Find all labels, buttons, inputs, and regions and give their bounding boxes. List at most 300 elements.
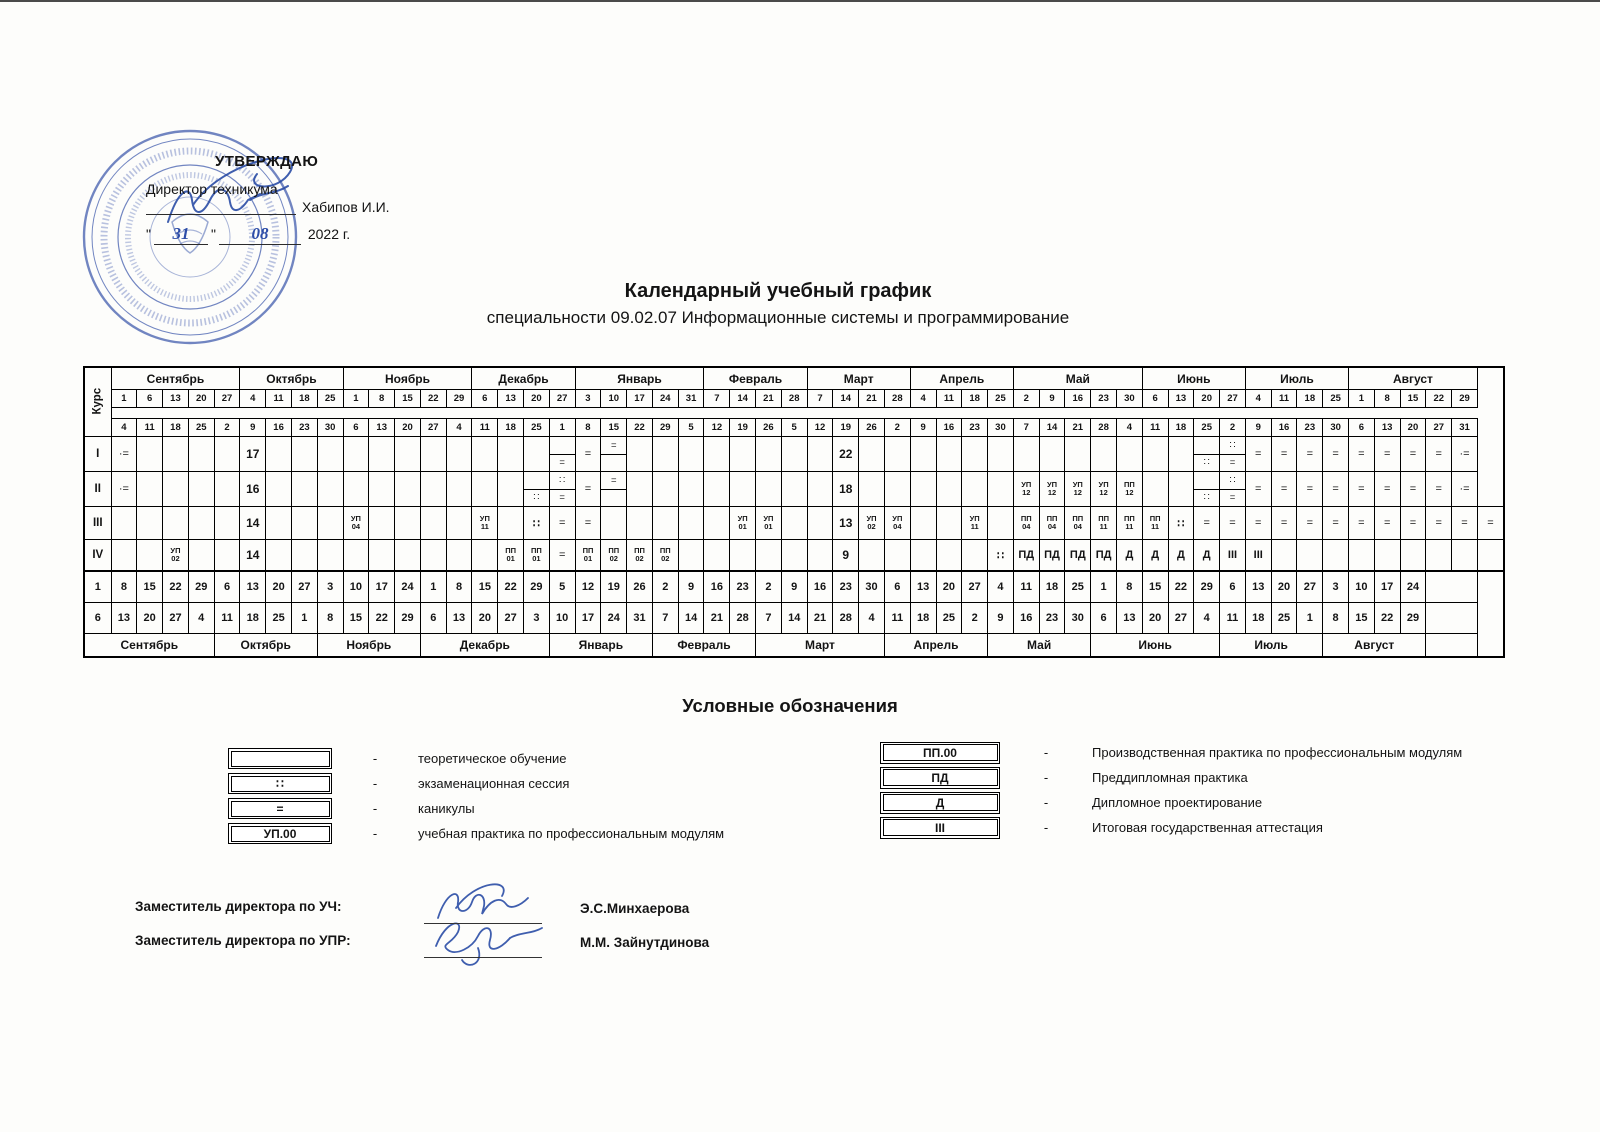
- week-start-date: 14: [833, 390, 859, 408]
- close-quote: ": [210, 226, 216, 242]
- week-end-date: 18: [1168, 419, 1194, 437]
- week-end-date: 19: [730, 419, 756, 437]
- schedule-cell: ПП 04: [1039, 507, 1065, 540]
- week-end-date: 21: [1065, 419, 1091, 437]
- legend-separator: -: [1043, 770, 1049, 785]
- legend-item: [880, 791, 1462, 814]
- week-start-date: 28: [884, 390, 910, 408]
- schedule-cell: ·=: [1452, 437, 1478, 472]
- schedule-cell: [472, 540, 498, 572]
- schedule-cell: [936, 540, 962, 572]
- week-start-date: 1: [343, 390, 369, 408]
- footer-week-date: 16: [1013, 603, 1039, 634]
- week-start-date: 17: [627, 390, 653, 408]
- footer-week-date: 2: [756, 571, 782, 603]
- legend-title: Условные обозначения: [682, 695, 898, 716]
- approval-role: Директор техникума: [146, 181, 278, 197]
- schedule-cell: ∷ =: [1220, 472, 1246, 507]
- legend-symbol-box: [880, 817, 1000, 839]
- footer-week-date: 28: [833, 603, 859, 634]
- schedule-cell: [936, 507, 962, 540]
- schedule-cell: =: [1297, 437, 1323, 472]
- footer-week-date: 30: [859, 571, 885, 603]
- footer-week-date: 15: [343, 603, 369, 634]
- schedule-cell: [498, 437, 524, 472]
- footer-week-date: 19: [601, 571, 627, 603]
- schedule-cell: [936, 472, 962, 507]
- month-header: Апрель: [910, 367, 1013, 390]
- schedule-cell: 13: [833, 507, 859, 540]
- footer-empty: [1426, 571, 1478, 603]
- month-header: Май: [1013, 367, 1142, 390]
- schedule-cell: [1452, 540, 1478, 572]
- legend-separator: -: [372, 826, 378, 841]
- schedule-cell: Д: [1194, 540, 1220, 572]
- footer-week-date: 13: [240, 571, 266, 603]
- schedule-cell: [1168, 472, 1194, 507]
- week-start-date: 18: [1297, 390, 1323, 408]
- deputy-upr-signature: [422, 908, 562, 972]
- month-header: Март: [807, 367, 910, 390]
- week-end-date: 6: [1349, 419, 1375, 437]
- schedule-cell: [652, 437, 678, 472]
- schedule-cell: [163, 437, 189, 472]
- week-end-date: 29: [652, 419, 678, 437]
- week-end-date: 9: [1245, 419, 1271, 437]
- schedule-cell: [807, 507, 833, 540]
- schedule-cell: [936, 437, 962, 472]
- footer-week-date: 22: [1168, 571, 1194, 603]
- schedule-cell: =: [1452, 507, 1478, 540]
- footer-week-date: 29: [188, 571, 214, 603]
- footer-month: Июль: [1220, 634, 1323, 658]
- schedule-cell: [781, 507, 807, 540]
- schedule-cell: [420, 507, 446, 540]
- week-end-date: 11: [1142, 419, 1168, 437]
- month-header: Июль: [1245, 367, 1348, 390]
- week-end-date: 23: [1297, 419, 1323, 437]
- schedule-cell: ·=: [111, 437, 137, 472]
- footer-week-date: 29: [1400, 603, 1426, 634]
- footer-week-date: 22: [369, 603, 395, 634]
- approval-year: 2022 г.: [307, 226, 351, 242]
- schedule-cell: [988, 437, 1014, 472]
- calendar-section: [83, 366, 1505, 658]
- schedule-cell: [1142, 437, 1168, 472]
- schedule-cell: [962, 437, 988, 472]
- schedule-cell: [652, 472, 678, 507]
- schedule-cell: [756, 437, 782, 472]
- footer-week-date: 20: [266, 571, 292, 603]
- schedule-cell: [859, 540, 885, 572]
- schedule-cell: УП 02: [859, 507, 885, 540]
- week-start-date: 3: [575, 390, 601, 408]
- month-header: Август: [1349, 367, 1478, 390]
- schedule-cell: ∷: [524, 507, 550, 540]
- schedule-cell: ∷: [1168, 507, 1194, 540]
- week-start-date: 25: [317, 390, 343, 408]
- schedule-cell: =: [1426, 507, 1452, 540]
- footer-month: Февраль: [652, 634, 755, 658]
- schedule-cell: III: [1220, 540, 1246, 572]
- week-end-date: 16: [1271, 419, 1297, 437]
- footer-week-date: 4: [988, 571, 1014, 603]
- schedule-cell: =: [1349, 472, 1375, 507]
- footer-month: Апрель: [884, 634, 987, 658]
- schedule-cell: [163, 472, 189, 507]
- schedule-cell: ПП 02: [652, 540, 678, 572]
- week-end-date: 2: [1220, 419, 1246, 437]
- handwritten-day: 31: [154, 224, 208, 245]
- schedule-cell: ПП 11: [1116, 507, 1142, 540]
- schedule-cell: =: [575, 437, 601, 472]
- schedule-cell: [1039, 437, 1065, 472]
- week-start-date: 20: [524, 390, 550, 408]
- schedule-cell: [678, 472, 704, 507]
- footer-week-date: 13: [446, 603, 472, 634]
- schedule-cell: [910, 540, 936, 572]
- schedule-cell: ПД: [1013, 540, 1039, 572]
- schedule-cell: =: [601, 437, 627, 472]
- schedule-cell: [1400, 540, 1426, 572]
- week-start-date: 4: [1245, 390, 1271, 408]
- month-header: Январь: [575, 367, 704, 390]
- footer-empty: [1426, 603, 1478, 634]
- week-end-date: 13: [1374, 419, 1400, 437]
- schedule-cell: [188, 472, 214, 507]
- footer-week-date: 29: [524, 571, 550, 603]
- footer-week-date: 27: [291, 571, 317, 603]
- legend-symbol-box: [880, 742, 1000, 764]
- footer-week-date: 21: [807, 603, 833, 634]
- schedule-cell: [446, 507, 472, 540]
- footer-week-date: 18: [1039, 571, 1065, 603]
- schedule-cell: [1426, 540, 1452, 572]
- footer-week-date: 15: [1142, 571, 1168, 603]
- footer-week-date: 29: [1194, 571, 1220, 603]
- schedule-cell: [266, 507, 292, 540]
- schedule-cell: [704, 472, 730, 507]
- week-start-date: 18: [291, 390, 317, 408]
- schedule-cell: [369, 472, 395, 507]
- schedule-cell: [317, 507, 343, 540]
- schedule-cell: [214, 437, 240, 472]
- legend-symbol: УП.00: [231, 826, 330, 842]
- legend-separator: -: [372, 776, 378, 791]
- footer-week-date: 8: [317, 603, 343, 634]
- director-signature-line: [146, 196, 296, 215]
- schedule-cell: 9: [833, 540, 859, 572]
- schedule-cell: [395, 472, 421, 507]
- footer-week-date: 23: [730, 571, 756, 603]
- week-end-date: 26: [756, 419, 782, 437]
- schedule-cell: Д: [1116, 540, 1142, 572]
- schedule-cell: [730, 472, 756, 507]
- schedule-cell: =: [1271, 472, 1297, 507]
- schedule-cell: [859, 472, 885, 507]
- week-end-date: 25: [524, 419, 550, 437]
- schedule-cell: ∷: [1194, 437, 1220, 472]
- week-end-date: 23: [962, 419, 988, 437]
- schedule-cell: [420, 437, 446, 472]
- course-label: III: [84, 507, 111, 540]
- schedule-cell: [472, 472, 498, 507]
- legend-symbol-box: [880, 792, 1000, 814]
- schedule-cell: [884, 437, 910, 472]
- schedule-cell: ПП 11: [1091, 507, 1117, 540]
- week-start-date: 6: [1142, 390, 1168, 408]
- footer-week-date: 6: [420, 603, 446, 634]
- footer-week-date: 24: [601, 603, 627, 634]
- schedule-cell: [163, 507, 189, 540]
- legend-symbol: ПП.00: [883, 744, 998, 761]
- legend-symbol-box: [228, 748, 332, 769]
- footer-month: Ноябрь: [317, 634, 420, 658]
- week-start-date: 9: [1039, 390, 1065, 408]
- legend-symbol: Д: [883, 794, 998, 811]
- schedule-cell: [214, 540, 240, 572]
- legend-left-column: [228, 747, 724, 847]
- footer-month: Январь: [549, 634, 652, 658]
- schedule-cell: [369, 540, 395, 572]
- week-end-date: 9: [240, 419, 266, 437]
- upr-signature-underline: [424, 957, 542, 958]
- deputy-uch-label: Заместитель директора по УЧ:: [135, 899, 342, 914]
- footer-week-date: 14: [678, 603, 704, 634]
- footer-week-date: 6: [1220, 571, 1246, 603]
- schedule-cell: 16: [240, 472, 266, 507]
- month-header: Октябрь: [240, 367, 343, 390]
- schedule-cell: [1323, 540, 1349, 572]
- week-start-date: 4: [240, 390, 266, 408]
- week-end-date: 19: [833, 419, 859, 437]
- footer-week-date: 27: [962, 571, 988, 603]
- footer-week-date: 13: [910, 571, 936, 603]
- footer-month: Декабрь: [420, 634, 549, 658]
- footer-week-date: 1: [84, 571, 111, 603]
- footer-month: Май: [988, 634, 1091, 658]
- legend-right-column: [880, 741, 1462, 841]
- legend-label: экзаменационная сессия: [418, 776, 570, 791]
- footer-week-date: 20: [472, 603, 498, 634]
- schedule-cell: ПП 04: [1013, 507, 1039, 540]
- document-subtitle: специальности 09.02.07 Информационные системы и программирование: [486, 308, 1070, 327]
- month-header: Декабрь: [472, 367, 575, 390]
- schedule-cell: [343, 437, 369, 472]
- week-end-date: 25: [188, 419, 214, 437]
- footer-week-date: 3: [317, 571, 343, 603]
- schedule-cell: =: [1323, 472, 1349, 507]
- week-start-date: 22: [1426, 390, 1452, 408]
- schedule-cell: =: [1323, 507, 1349, 540]
- footer-week-date: 24: [1400, 571, 1426, 603]
- schedule-cell: ПД: [1091, 540, 1117, 572]
- schedule-cell: [756, 472, 782, 507]
- schedule-cell: [420, 472, 446, 507]
- week-end-date: 5: [781, 419, 807, 437]
- footer-week-date: 22: [498, 571, 524, 603]
- week-end-date: 20: [395, 419, 421, 437]
- schedule-cell: [111, 540, 137, 572]
- schedule-cell: =: [1271, 437, 1297, 472]
- schedule-cell: [601, 507, 627, 540]
- footer-week-date: 27: [1168, 603, 1194, 634]
- footer-week-date: 10: [343, 571, 369, 603]
- schedule-cell: ∷: [1194, 472, 1220, 507]
- schedule-cell: =: [549, 437, 575, 472]
- schedule-cell: [291, 437, 317, 472]
- schedule-cell: =: [1400, 437, 1426, 472]
- week-start-date: 29: [446, 390, 472, 408]
- schedule-cell: =: [575, 472, 601, 507]
- schedule-cell: [395, 437, 421, 472]
- week-start-date: 6: [472, 390, 498, 408]
- schedule-cell: [652, 507, 678, 540]
- week-end-date: 22: [627, 419, 653, 437]
- footer-week-date: 22: [163, 571, 189, 603]
- week-end-date: 31: [1452, 419, 1478, 437]
- schedule-cell: [678, 540, 704, 572]
- footer-month: Март: [756, 634, 885, 658]
- week-start-date: 23: [1091, 390, 1117, 408]
- schedule-cell: [704, 540, 730, 572]
- week-start-date: 11: [1271, 390, 1297, 408]
- schedule-cell: 18: [833, 472, 859, 507]
- schedule-cell: [807, 540, 833, 572]
- legend-label: Производственная практика по профессиональным модулям: [1092, 745, 1463, 760]
- footer-week-date: 6: [1091, 603, 1117, 634]
- schedule-cell: =: [1374, 437, 1400, 472]
- week-start-date: 13: [163, 390, 189, 408]
- week-start-date: 10: [601, 390, 627, 408]
- schedule-cell: =: [1323, 437, 1349, 472]
- schedule-cell: =: [1245, 472, 1271, 507]
- footer-week-date: 29: [395, 603, 421, 634]
- schedule-cell: [137, 507, 163, 540]
- footer-week-date: 1: [291, 603, 317, 634]
- week-start-date: 30: [1116, 390, 1142, 408]
- footer-week-date: 7: [652, 603, 678, 634]
- footer-week-date: 11: [1013, 571, 1039, 603]
- week-end-date: 13: [369, 419, 395, 437]
- week-start-date: 13: [498, 390, 524, 408]
- schedule-cell: [111, 507, 137, 540]
- week-start-date: 25: [1323, 390, 1349, 408]
- week-end-date: 16: [266, 419, 292, 437]
- week-start-date: 20: [188, 390, 214, 408]
- footer-week-date: 27: [498, 603, 524, 634]
- month-header: Июнь: [1142, 367, 1245, 390]
- footer-week-date: 11: [1220, 603, 1246, 634]
- legend-separator: -: [1043, 820, 1049, 835]
- week-end-date: 11: [137, 419, 163, 437]
- legend-item: [228, 822, 724, 845]
- schedule-cell: УП 04: [884, 507, 910, 540]
- footer-week-date: 8: [111, 571, 137, 603]
- week-end-date: 28: [1091, 419, 1117, 437]
- footer-week-date: 4: [1194, 603, 1220, 634]
- schedule-cell: [962, 540, 988, 572]
- schedule-cell: [1297, 540, 1323, 572]
- schedule-cell: [807, 472, 833, 507]
- week-end-date: 11: [472, 419, 498, 437]
- schedule-cell: =: [549, 507, 575, 540]
- schedule-cell: [756, 540, 782, 572]
- legend-label: Преддипломная практика: [1092, 770, 1248, 785]
- footer-week-date: 14: [781, 603, 807, 634]
- footer-week-date: 15: [1349, 603, 1375, 634]
- legend-item: [228, 747, 724, 770]
- week-end-date: 6: [343, 419, 369, 437]
- week-start-date: 18: [962, 390, 988, 408]
- schedule-cell: [137, 437, 163, 472]
- footer-week-date: 6: [214, 571, 240, 603]
- footer-week-date: 15: [472, 571, 498, 603]
- schedule-cell: [807, 437, 833, 472]
- footer-week-date: 20: [1142, 603, 1168, 634]
- week-end-date: 26: [859, 419, 885, 437]
- schedule-cell: =: [1297, 472, 1323, 507]
- footer-week-date: 30: [1065, 603, 1091, 634]
- legend-label: каникулы: [418, 801, 475, 816]
- schedule-cell: [317, 472, 343, 507]
- week-start-date: 2: [1013, 390, 1039, 408]
- week-end-date: 14: [1039, 419, 1065, 437]
- schedule-cell: =: [601, 472, 627, 507]
- schedule-cell: [395, 540, 421, 572]
- week-start-date: 27: [1220, 390, 1246, 408]
- week-end-date: 4: [111, 419, 137, 437]
- schedule-cell: [1349, 540, 1375, 572]
- legend-symbol: ПД: [883, 769, 998, 786]
- schedule-cell: [343, 540, 369, 572]
- week-end-date: 18: [163, 419, 189, 437]
- week-start-date: 6: [137, 390, 163, 408]
- schedule-cell: 22: [833, 437, 859, 472]
- legend-symbol: ∷: [231, 776, 330, 792]
- footer-week-date: 3: [1323, 571, 1349, 603]
- week-start-date: 21: [859, 390, 885, 408]
- schedule-cell: [266, 472, 292, 507]
- schedule-cell: [988, 507, 1014, 540]
- footer-week-date: 8: [446, 571, 472, 603]
- schedule-cell: [678, 437, 704, 472]
- schedule-cell: [369, 437, 395, 472]
- schedule-cell: [627, 437, 653, 472]
- footer-week-date: 8: [1323, 603, 1349, 634]
- footer-week-date: 3: [524, 603, 550, 634]
- schedule-cell: =: [1477, 507, 1504, 540]
- schedule-cell: [859, 437, 885, 472]
- legend-symbol: =: [231, 801, 330, 817]
- schedule-cell: УП 02: [163, 540, 189, 572]
- schedule-cell: [1091, 437, 1117, 472]
- schedule-cell: УП 04: [343, 507, 369, 540]
- open-quote: ": [146, 226, 151, 242]
- schedule-cell: ПП 02: [601, 540, 627, 572]
- footer-week-date: 12: [575, 571, 601, 603]
- footer-week-date: 4: [859, 603, 885, 634]
- schedule-cell: ∷: [988, 540, 1014, 572]
- legend-symbol-box: [228, 823, 332, 844]
- scan-edge-artifact: [0, 0, 1600, 2]
- schedule-cell: [214, 507, 240, 540]
- schedule-cell: [884, 540, 910, 572]
- schedule-cell: [704, 437, 730, 472]
- schedule-cell: [188, 437, 214, 472]
- footer-week-date: 17: [575, 603, 601, 634]
- schedule-cell: [188, 540, 214, 572]
